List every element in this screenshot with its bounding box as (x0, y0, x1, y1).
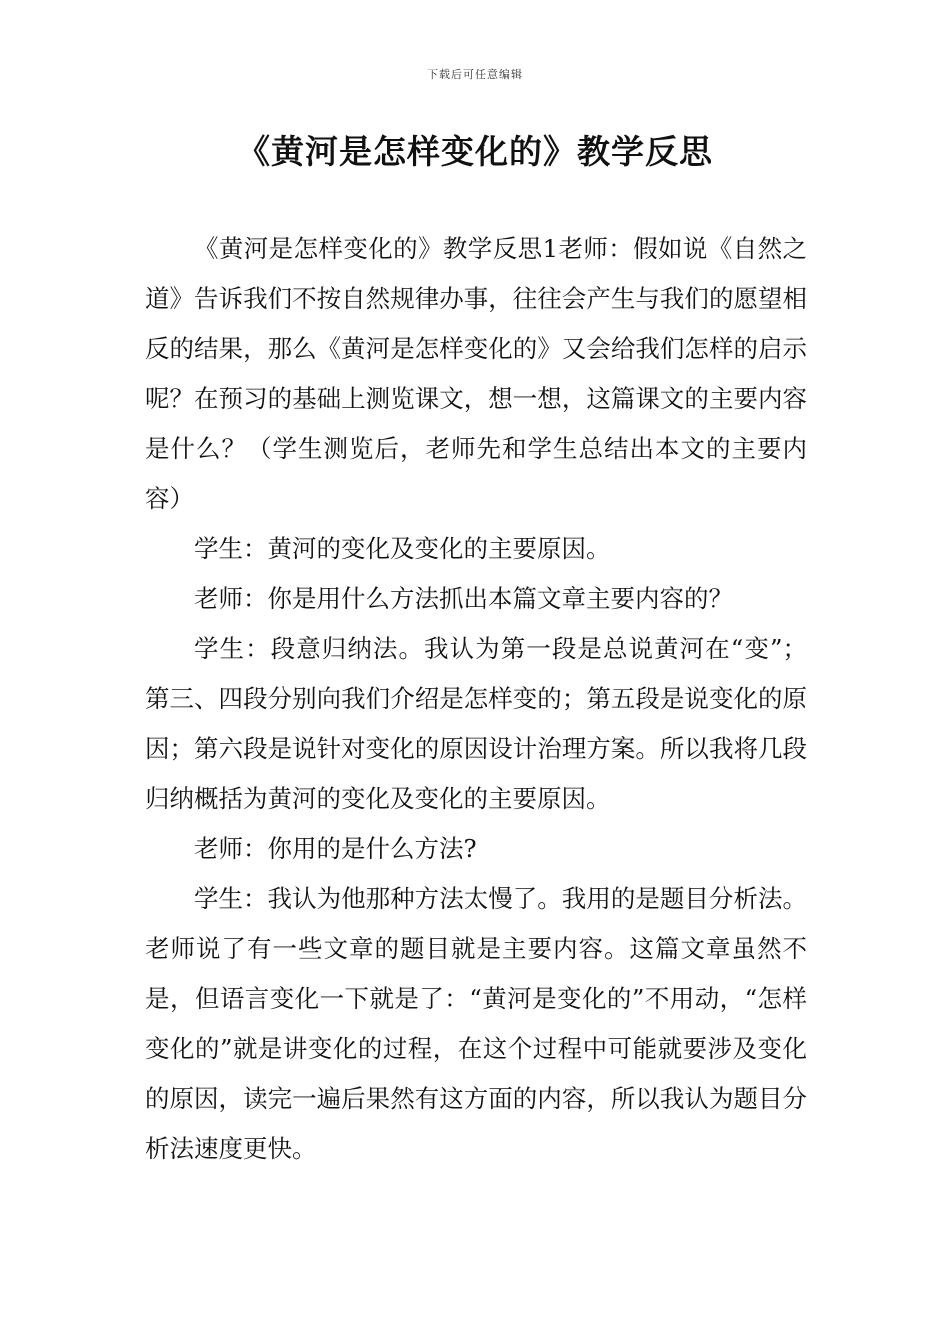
paragraph-student-answer-1: 学生：黄河的变化及变化的主要原因。 (194, 534, 611, 563)
document-title: 《黄河是怎样变化的》教学反思 (237, 132, 713, 171)
paragraph-intro: 《黄河是怎样变化的》教学反思1老师：假如说《自然之道》告诉我们不按自然规律办事，往往会产生与我们的愿望相反的结果，那么《黄河是怎样变化的》又会给我们怎样的启示呢？在预习的基础上测览课文，想一想，这篇课文的主要内容是什么？（学生测览后，老师先和学生总结出本文的主要内容） (145, 234, 807, 513)
document-body (145, 224, 807, 1174)
paragraph-teacher-question-1: 老师：你是用什么方法抓出本篇文章主要内容的？ (194, 584, 733, 613)
paragraph-student-answer-2: 学生：段意归纳法。我认为第一段是总说黄河在“变”；第三、四段分别向我们介绍是怎样变的；第五段是说变化的原因；第六段是说针对变化的原因设计治理方案。所以我将几段归纳概括为黄河的变化及变化的主要原因。 (145, 634, 807, 813)
paragraph-student-answer-3: 学生：我认为他那种方法太慢了。我用的是题目分析法。老师说了有一些文章的题目就是主要内容。这篇文章虽然不是，但语言变化一下就是了：“黄河是变化的”不用动，“怎样变化的”就是讲变化的过程，在这个过程中可能就要涉及变化的原因，读完一遍后果然有这方面的内容，所以我认为题目分析法速度更快。 (145, 884, 807, 1163)
paragraph-teacher-question-2: 老师：你用的是什么方法? (194, 834, 477, 863)
header-note: 下载后可任意编辑 (427, 68, 523, 81)
